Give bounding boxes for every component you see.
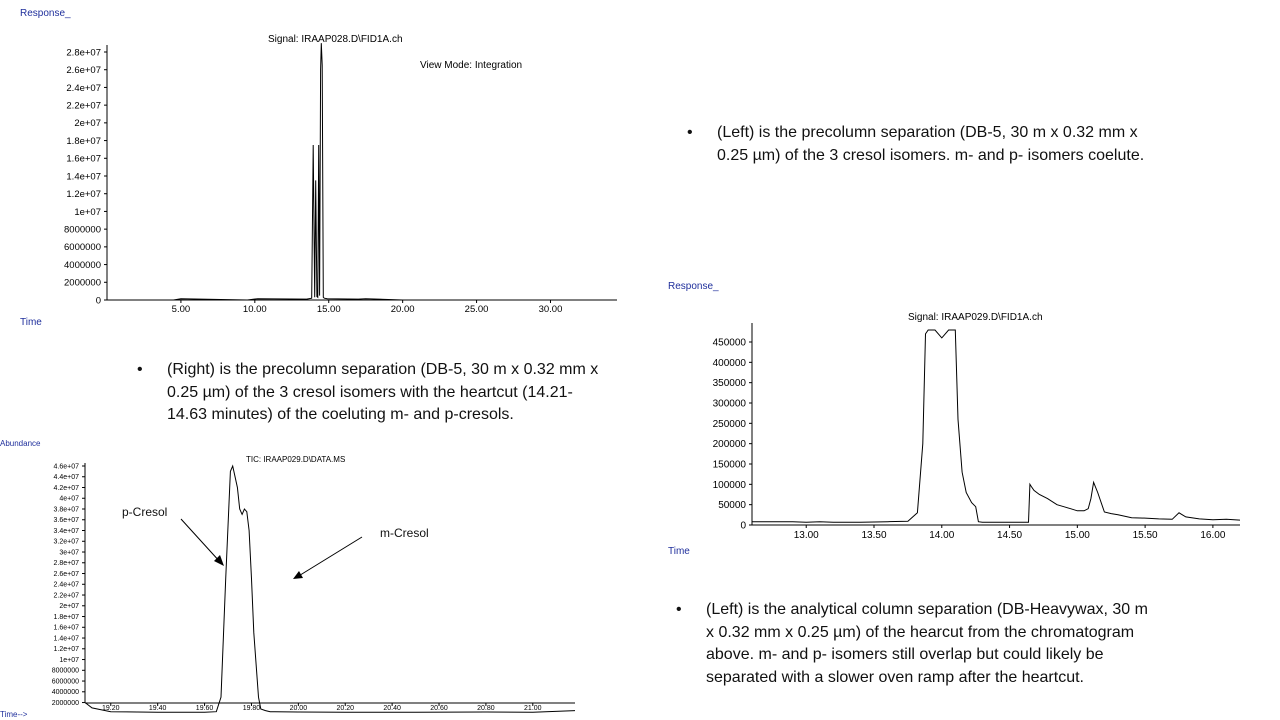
- y-tick-label: 1e+07: [59, 656, 79, 664]
- p-cresol-annotation: p-Cresol: [122, 505, 168, 519]
- p-cresol-arrow: [181, 519, 221, 563]
- bullet-line: above. m- and p- isomers still overlap but could likely be: [706, 646, 1104, 663]
- y-tick-label: 4.4e+07: [53, 474, 79, 482]
- y-tick-label: 1.6e+07: [66, 153, 101, 165]
- y-tick-label: 4.6e+07: [53, 463, 79, 471]
- x-tick-label: 30.00: [538, 304, 563, 315]
- x-axis-label: Time: [668, 546, 690, 557]
- bullet-marker: •: [676, 601, 682, 618]
- chart-precolumn-fid: [20, 8, 617, 328]
- x-tick-label: 19.60: [195, 705, 214, 712]
- x-tick-label: 15.00: [1064, 530, 1090, 541]
- y-tick-label: 2.2e+07: [66, 100, 101, 112]
- x-tick-label: 14.00: [929, 530, 955, 541]
- bullet-note-analytical: [676, 599, 1226, 689]
- bullet-marker: •: [137, 361, 143, 378]
- y-tick-label: 2.8e+07: [66, 47, 101, 59]
- x-tick-label: 20.80: [477, 705, 495, 712]
- y-tick-label: 0: [740, 520, 746, 532]
- y-tick-label: 8000000: [51, 667, 79, 675]
- y-tick-label: 3.8e+07: [53, 506, 79, 514]
- y-tick-label: 2.6e+07: [66, 65, 101, 77]
- y-tick-label: 6000000: [64, 242, 101, 254]
- x-tick-label: 10.00: [242, 304, 267, 315]
- y-tick-label: 3.6e+07: [53, 517, 79, 525]
- bullet-note-heartcut: [137, 359, 647, 427]
- x-tick-label: 20.40: [383, 705, 401, 712]
- y-tick-label: 1.8e+07: [53, 613, 79, 621]
- y-tick-label: 1.2e+07: [53, 646, 79, 654]
- y-tick-label: 2e+07: [74, 118, 101, 130]
- x-tick-label: 19.40: [148, 705, 167, 712]
- chromatogram-trace: [109, 43, 618, 300]
- y-tick-label: 8000000: [64, 224, 101, 236]
- y-tick-label: 100000: [712, 479, 746, 491]
- y-tick-label: 400000: [712, 357, 746, 369]
- chart-analytical-fid: [668, 281, 1240, 557]
- y-tick-label: 6000000: [51, 678, 79, 686]
- y-tick-label: 2.4e+07: [66, 82, 101, 94]
- y-tick-label: 250000: [712, 418, 746, 430]
- y-tick-label: 1.4e+07: [66, 171, 101, 183]
- y-axis-label: Abundance: [0, 439, 41, 448]
- y-tick-label: 50000: [718, 500, 746, 512]
- chromatogram-trace: [85, 466, 575, 712]
- y-tick-label: 1.6e+07: [53, 624, 79, 632]
- bullet-line: (Left) is the precolumn separation (DB-5, 30 m x 0.32 mm x: [717, 124, 1138, 141]
- x-axis-label: Time: [20, 317, 42, 328]
- x-tick-label: 16.00: [1200, 530, 1226, 541]
- y-tick-label: 1e+07: [74, 206, 101, 218]
- axis-ticks: [713, 338, 1226, 542]
- view-mode-label: View Mode: Integration: [420, 60, 523, 71]
- bullet-note-precolumn: [687, 122, 1237, 167]
- y-tick-label: 200000: [712, 439, 746, 451]
- signal-label: Signal: IRAAP028.D\FID1A.ch: [268, 34, 403, 45]
- x-tick-label: 20.00: [289, 705, 308, 712]
- y-tick-label: 300000: [712, 398, 746, 410]
- chromatogram-trace: [752, 330, 1240, 522]
- x-tick-label: 21.00: [524, 705, 542, 712]
- y-tick-label: 150000: [712, 459, 746, 471]
- y-tick-label: 1.2e+07: [66, 189, 101, 201]
- x-axis-label: Time-->: [0, 710, 28, 719]
- y-tick-label: 3.4e+07: [53, 527, 79, 535]
- y-tick-label: 2e+07: [59, 603, 79, 611]
- y-tick-label: 2.4e+07: [53, 581, 79, 589]
- x-tick-label: 15.00: [316, 304, 341, 315]
- y-tick-label: 1.4e+07: [53, 635, 79, 643]
- x-tick-label: 20.20: [336, 705, 355, 712]
- y-tick-label: 4.2e+07: [53, 484, 79, 492]
- x-tick-label: 20.60: [430, 705, 448, 712]
- m-cresol-arrowhead: [293, 571, 303, 579]
- bullet-line: x 0.32 mm x 0.25 µm) of the hearcut from the chromatogram: [706, 623, 1135, 641]
- y-tick-label: 2.8e+07: [53, 560, 79, 568]
- x-tick-label: 15.50: [1132, 530, 1158, 541]
- y-axis-label: Response_: [668, 281, 719, 292]
- y-tick-label: 2000000: [51, 699, 79, 707]
- x-tick-label: 14.50: [997, 530, 1023, 541]
- y-tick-label: 3.2e+07: [53, 538, 79, 546]
- bullet-marker: •: [687, 124, 693, 141]
- y-tick-label: 2.6e+07: [53, 570, 79, 578]
- y-tick-label: 4000000: [51, 689, 79, 697]
- chart-tic-ms: [0, 439, 575, 719]
- y-tick-label: 0: [95, 295, 101, 307]
- x-tick-label: 13.50: [861, 530, 887, 541]
- y-tick-label: 450000: [712, 337, 746, 349]
- bullet-line: 14.63 minutes) of the coeluting m- and p-cresols.: [167, 406, 514, 423]
- y-tick-label: 4000000: [64, 259, 101, 271]
- x-tick-label: 25.00: [464, 304, 489, 315]
- y-tick-label: 350000: [712, 378, 746, 390]
- y-tick-label: 1.8e+07: [66, 135, 101, 147]
- m-cresol-annotation: m-Cresol: [380, 526, 429, 540]
- signal-label: TIC: IRAAP029.D\DATA.MS: [246, 455, 346, 464]
- bullet-line: (Left) is the analytical column separation (DB-Heavywax, 30 m: [706, 601, 1148, 618]
- y-axis-label: Response_: [20, 8, 71, 19]
- m-cresol-arrow: [297, 537, 362, 577]
- axis-ticks: [52, 463, 542, 712]
- bullet-line: (Right) is the precolumn separation (DB-5, 30 m x 0.32 mm x: [167, 361, 599, 378]
- x-tick-label: 20.00: [390, 304, 415, 315]
- bullet-line: 0.25 µm) of the 3 cresol isomers. m- and p- isomers coelute.: [717, 146, 1145, 164]
- x-tick-label: 13.00: [793, 530, 819, 541]
- y-tick-label: 2000000: [64, 277, 101, 289]
- x-tick-label: 19.20: [102, 705, 120, 712]
- signal-label: Signal: IRAAP029.D\FID1A.ch: [908, 312, 1043, 323]
- x-tick-label: 5.00: [171, 304, 191, 315]
- y-tick-label: 2.2e+07: [53, 592, 79, 600]
- y-tick-label: 4e+07: [59, 495, 79, 503]
- bullet-line: separated with a slower oven ramp after the heartcut.: [706, 668, 1084, 686]
- x-tick-label: 19.80: [242, 705, 261, 712]
- y-tick-label: 3e+07: [59, 549, 79, 557]
- bullet-line: 0.25 µm) of the 3 cresol isomers with the heartcut (14.21-: [167, 383, 573, 401]
